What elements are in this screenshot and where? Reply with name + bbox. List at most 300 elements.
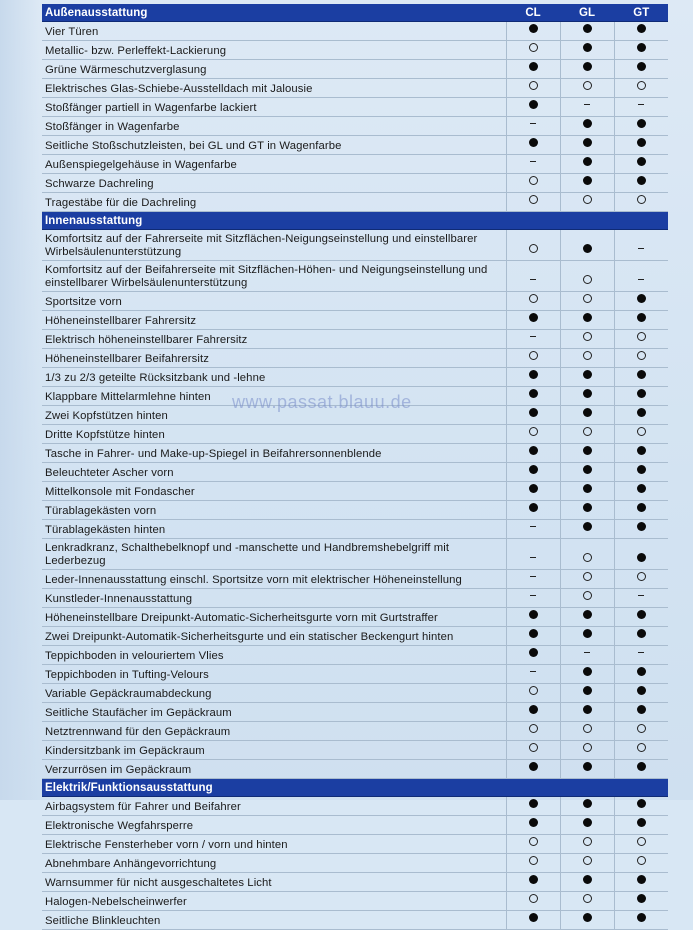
feature-label: Elektrische Fensterheber vorn / vorn und hinten [42, 835, 506, 854]
standard-filled-dot-icon [529, 648, 538, 657]
standard-filled-dot-icon [637, 294, 646, 303]
optional-open-circle-icon [529, 81, 538, 90]
table-row [42, 60, 668, 79]
standard-filled-dot-icon [529, 100, 538, 109]
table-row [42, 892, 668, 911]
standard-filled-dot-icon [637, 465, 646, 474]
table-row [42, 444, 668, 463]
availability-cell-gl [560, 501, 614, 520]
feature-label: Vier Türen [42, 22, 506, 41]
availability-cell-gt [614, 230, 668, 261]
feature-label: Außenspiegelgehäuse in Wagenfarbe [42, 155, 506, 174]
availability-cell-cl [506, 627, 560, 646]
not-available-dash-icon [530, 576, 536, 577]
availability-cell-gt [614, 589, 668, 608]
feature-label: Airbagsystem für Fahrer und Beifahrer [42, 797, 506, 816]
availability-cell-gl [560, 760, 614, 779]
not-available-dash-icon [638, 248, 644, 249]
table-row [42, 835, 668, 854]
standard-filled-dot-icon [637, 43, 646, 52]
availability-cell-gl [560, 60, 614, 79]
availability-cell-gt [614, 136, 668, 155]
availability-cell-gt [614, 368, 668, 387]
section-title: Außenausstattung [42, 4, 506, 22]
feature-label: Leder-Innenausstattung einschl. Sportsitze vorn mit elektrischer Höheneinstellung [42, 570, 506, 589]
feature-label: Kindersitzbank im Gepäckraum [42, 741, 506, 760]
availability-cell-gt [614, 501, 668, 520]
feature-label: Stoßfänger in Wagenfarbe [42, 117, 506, 136]
availability-cell-cl [506, 892, 560, 911]
feature-label: Seitliche Staufächer im Gepäckraum [42, 703, 506, 722]
availability-cell-gl [560, 892, 614, 911]
standard-filled-dot-icon [637, 119, 646, 128]
standard-filled-dot-icon [583, 119, 592, 128]
availability-cell-gt [614, 854, 668, 873]
availability-cell-gl [560, 117, 614, 136]
optional-open-circle-icon [529, 856, 538, 865]
availability-cell-gl [560, 570, 614, 589]
standard-filled-dot-icon [583, 686, 592, 695]
feature-label: Elektronische Wegfahrsperre [42, 816, 506, 835]
availability-cell-cl [506, 60, 560, 79]
standard-filled-dot-icon [637, 522, 646, 531]
table-row [42, 387, 668, 406]
availability-cell-gt [614, 349, 668, 368]
standard-filled-dot-icon [583, 408, 592, 417]
optional-open-circle-icon [529, 244, 538, 253]
optional-open-circle-icon [529, 837, 538, 846]
optional-open-circle-icon [637, 427, 646, 436]
standard-filled-dot-icon [583, 503, 592, 512]
availability-cell-cl [506, 292, 560, 311]
standard-filled-dot-icon [583, 24, 592, 33]
table-row [42, 816, 668, 835]
availability-cell-cl [506, 797, 560, 816]
optional-open-circle-icon [637, 351, 646, 360]
feature-label: Höheneinstellbare Dreipunkt-Automatic-Sicherheitsgurte vorn mit Gurtstraffer [42, 608, 506, 627]
equipment-table-body [42, 4, 668, 930]
standard-filled-dot-icon [637, 762, 646, 771]
availability-cell-gl [560, 387, 614, 406]
availability-cell-gl [560, 684, 614, 703]
availability-cell-cl [506, 41, 560, 60]
table-row [42, 261, 668, 292]
optional-open-circle-icon [583, 81, 592, 90]
feature-label: Komfortsitz auf der Beifahrerseite mit Sitzflächen-Höhen- und Neigungseinstellung und einstellbarer Wirbelsäulenunterstützung [42, 261, 506, 292]
availability-cell-cl [506, 98, 560, 117]
optional-open-circle-icon [583, 332, 592, 341]
availability-cell-cl [506, 760, 560, 779]
optional-open-circle-icon [529, 724, 538, 733]
availability-cell-cl [506, 911, 560, 930]
not-available-dash-icon [530, 557, 536, 558]
availability-cell-cl [506, 873, 560, 892]
column-header-blank [614, 779, 668, 797]
availability-cell-gl [560, 703, 614, 722]
standard-filled-dot-icon [529, 408, 538, 417]
not-available-dash-icon [638, 279, 644, 280]
table-row [42, 520, 668, 539]
standard-filled-dot-icon [529, 610, 538, 619]
feature-label: Grüne Wärmeschutzverglasung [42, 60, 506, 79]
feature-label: Mittelkonsole mit Fondascher [42, 482, 506, 501]
availability-cell-cl [506, 589, 560, 608]
optional-open-circle-icon [583, 591, 592, 600]
optional-open-circle-icon [583, 743, 592, 752]
availability-cell-cl [506, 349, 560, 368]
optional-open-circle-icon [529, 427, 538, 436]
availability-cell-gt [614, 539, 668, 570]
standard-filled-dot-icon [583, 610, 592, 619]
optional-open-circle-icon [637, 724, 646, 733]
standard-filled-dot-icon [583, 875, 592, 884]
standard-filled-dot-icon [637, 503, 646, 512]
availability-cell-cl [506, 816, 560, 835]
table-row [42, 79, 668, 98]
availability-cell-gt [614, 646, 668, 665]
table-row [42, 608, 668, 627]
availability-cell-cl [506, 444, 560, 463]
table-row [42, 854, 668, 873]
availability-cell-cl [506, 193, 560, 212]
feature-label: Kunstleder-Innenausstattung [42, 589, 506, 608]
table-row [42, 741, 668, 760]
availability-cell-cl [506, 684, 560, 703]
standard-filled-dot-icon [529, 818, 538, 827]
column-header-blank [560, 779, 614, 797]
standard-filled-dot-icon [529, 62, 538, 71]
availability-cell-gt [614, 482, 668, 501]
availability-cell-gt [614, 703, 668, 722]
standard-filled-dot-icon [637, 610, 646, 619]
optional-open-circle-icon [583, 294, 592, 303]
availability-cell-gl [560, 627, 614, 646]
availability-cell-cl [506, 136, 560, 155]
not-available-dash-icon [638, 104, 644, 105]
availability-cell-cl [506, 261, 560, 292]
optional-open-circle-icon [529, 294, 538, 303]
standard-filled-dot-icon [637, 667, 646, 676]
availability-cell-gt [614, 665, 668, 684]
equipment-table [42, 4, 668, 930]
standard-filled-dot-icon [529, 313, 538, 322]
availability-cell-gt [614, 98, 668, 117]
availability-cell-cl [506, 501, 560, 520]
standard-filled-dot-icon [637, 553, 646, 562]
availability-cell-gt [614, 406, 668, 425]
not-available-dash-icon [584, 652, 590, 653]
availability-cell-gt [614, 911, 668, 930]
availability-cell-gt [614, 873, 668, 892]
standard-filled-dot-icon [583, 176, 592, 185]
optional-open-circle-icon [637, 856, 646, 865]
standard-filled-dot-icon [583, 705, 592, 714]
not-available-dash-icon [530, 123, 536, 124]
section-header [42, 4, 668, 22]
standard-filled-dot-icon [529, 370, 538, 379]
standard-filled-dot-icon [637, 408, 646, 417]
standard-filled-dot-icon [529, 138, 538, 147]
table-row [42, 760, 668, 779]
optional-open-circle-icon [529, 351, 538, 360]
not-available-dash-icon [530, 671, 536, 672]
optional-open-circle-icon [637, 572, 646, 581]
feature-label: Sportsitze vorn [42, 292, 506, 311]
feature-label: Abnehmbare Anhängevorrichtung [42, 854, 506, 873]
feature-label: Stoßfänger partiell in Wagenfarbe lackiert [42, 98, 506, 117]
availability-cell-gt [614, 797, 668, 816]
availability-cell-gt [614, 741, 668, 760]
availability-cell-gl [560, 425, 614, 444]
availability-cell-gt [614, 425, 668, 444]
availability-cell-gt [614, 722, 668, 741]
availability-cell-gt [614, 463, 668, 482]
table-row [42, 311, 668, 330]
standard-filled-dot-icon [583, 138, 592, 147]
standard-filled-dot-icon [529, 762, 538, 771]
standard-filled-dot-icon [637, 705, 646, 714]
availability-cell-gt [614, 311, 668, 330]
availability-cell-gl [560, 330, 614, 349]
availability-cell-cl [506, 387, 560, 406]
feature-label: Schwarze Dachreling [42, 174, 506, 193]
standard-filled-dot-icon [637, 913, 646, 922]
feature-label: Komfortsitz auf der Fahrerseite mit Sitzflächen-Neigungseinstellung und einstellbarer Wirbelsäulenunterstützung [42, 230, 506, 261]
feature-label: Tasche in Fahrer- und Make-up-Spiegel in Beifahrersonnenblende [42, 444, 506, 463]
feature-label: Türablagekästen vorn [42, 501, 506, 520]
availability-cell-gl [560, 444, 614, 463]
availability-cell-gl [560, 873, 614, 892]
availability-cell-gt [614, 835, 668, 854]
availability-cell-cl [506, 482, 560, 501]
feature-label: Seitliche Stoßschutzleisten, bei GL und GT in Wagenfarbe [42, 136, 506, 155]
availability-cell-gl [560, 589, 614, 608]
standard-filled-dot-icon [583, 370, 592, 379]
availability-cell-gt [614, 60, 668, 79]
availability-cell-gl [560, 174, 614, 193]
availability-cell-gl [560, 835, 614, 854]
standard-filled-dot-icon [637, 24, 646, 33]
availability-cell-gl [560, 155, 614, 174]
standard-filled-dot-icon [583, 43, 592, 52]
standard-filled-dot-icon [637, 818, 646, 827]
table-row [42, 911, 668, 930]
standard-filled-dot-icon [529, 389, 538, 398]
table-row [42, 22, 668, 41]
availability-cell-gl [560, 230, 614, 261]
standard-filled-dot-icon [529, 705, 538, 714]
feature-label: Elektrisch höheneinstellbarer Fahrersitz [42, 330, 506, 349]
table-row [42, 797, 668, 816]
table-row [42, 703, 668, 722]
table-row [42, 155, 668, 174]
section-title: Innenausstattung [42, 212, 506, 230]
feature-label: 1/3 zu 2/3 geteilte Rücksitzbank und -lehne [42, 368, 506, 387]
optional-open-circle-icon [529, 195, 538, 204]
standard-filled-dot-icon [637, 389, 646, 398]
standard-filled-dot-icon [637, 446, 646, 455]
standard-filled-dot-icon [529, 503, 538, 512]
standard-filled-dot-icon [529, 875, 538, 884]
not-available-dash-icon [638, 652, 644, 653]
availability-cell-gl [560, 311, 614, 330]
standard-filled-dot-icon [637, 176, 646, 185]
table-row [42, 539, 668, 570]
standard-filled-dot-icon [637, 799, 646, 808]
availability-cell-cl [506, 539, 560, 570]
feature-label: Verzurrösen im Gepäckraum [42, 760, 506, 779]
optional-open-circle-icon [529, 743, 538, 752]
standard-filled-dot-icon [583, 522, 592, 531]
not-available-dash-icon [638, 595, 644, 596]
availability-cell-gl [560, 722, 614, 741]
column-header-blank [506, 779, 560, 797]
column-header-gl: GL [560, 4, 614, 22]
column-header-cl: CL [506, 4, 560, 22]
availability-cell-gl [560, 854, 614, 873]
optional-open-circle-icon [637, 837, 646, 846]
section-header [42, 212, 668, 230]
not-available-dash-icon [530, 526, 536, 527]
table-row [42, 330, 668, 349]
optional-open-circle-icon [583, 275, 592, 284]
standard-filled-dot-icon [583, 667, 592, 676]
availability-cell-gl [560, 482, 614, 501]
feature-label: Halogen-Nebelscheinwerfer [42, 892, 506, 911]
column-header-gt: GT [614, 4, 668, 22]
optional-open-circle-icon [637, 332, 646, 341]
availability-cell-gl [560, 349, 614, 368]
feature-label: Höheneinstellbarer Beifahrersitz [42, 349, 506, 368]
standard-filled-dot-icon [583, 157, 592, 166]
availability-cell-gt [614, 22, 668, 41]
availability-cell-gt [614, 193, 668, 212]
optional-open-circle-icon [637, 195, 646, 204]
optional-open-circle-icon [529, 894, 538, 903]
availability-cell-gt [614, 261, 668, 292]
availability-cell-cl [506, 425, 560, 444]
availability-cell-cl [506, 665, 560, 684]
availability-cell-cl [506, 722, 560, 741]
availability-cell-cl [506, 230, 560, 261]
availability-cell-gl [560, 292, 614, 311]
standard-filled-dot-icon [529, 484, 538, 493]
availability-cell-gl [560, 193, 614, 212]
standard-filled-dot-icon [637, 138, 646, 147]
availability-cell-cl [506, 646, 560, 665]
standard-filled-dot-icon [529, 799, 538, 808]
standard-filled-dot-icon [583, 244, 592, 253]
standard-filled-dot-icon [637, 894, 646, 903]
table-row [42, 98, 668, 117]
availability-cell-gt [614, 444, 668, 463]
table-row [42, 646, 668, 665]
availability-cell-cl [506, 79, 560, 98]
standard-filled-dot-icon [583, 762, 592, 771]
availability-cell-gt [614, 330, 668, 349]
availability-cell-gt [614, 892, 668, 911]
feature-label: Teppichboden in Tufting-Velours [42, 665, 506, 684]
availability-cell-gl [560, 797, 614, 816]
column-header-blank [506, 212, 560, 230]
optional-open-circle-icon [529, 43, 538, 52]
table-row [42, 193, 668, 212]
feature-label: Türablagekästen hinten [42, 520, 506, 539]
availability-cell-cl [506, 703, 560, 722]
availability-cell-gl [560, 646, 614, 665]
page-edge-shade [0, 0, 40, 800]
table-row [42, 873, 668, 892]
feature-label: Teppichboden in velouriertem Vlies [42, 646, 506, 665]
availability-cell-gl [560, 261, 614, 292]
standard-filled-dot-icon [529, 465, 538, 474]
availability-cell-gl [560, 911, 614, 930]
feature-label: Seitliche Blinkleuchten [42, 911, 506, 930]
table-row [42, 174, 668, 193]
standard-filled-dot-icon [637, 370, 646, 379]
availability-cell-gl [560, 98, 614, 117]
availability-cell-cl [506, 854, 560, 873]
standard-filled-dot-icon [637, 484, 646, 493]
availability-cell-gl [560, 463, 614, 482]
table-row [42, 665, 668, 684]
feature-label: Höheneinstellbarer Fahrersitz [42, 311, 506, 330]
availability-cell-gl [560, 608, 614, 627]
availability-cell-cl [506, 174, 560, 193]
standard-filled-dot-icon [637, 686, 646, 695]
availability-cell-gl [560, 79, 614, 98]
table-row [42, 722, 668, 741]
feature-label: Elektrisches Glas-Schiebe-Ausstelldach mit Jalousie [42, 79, 506, 98]
availability-cell-gl [560, 741, 614, 760]
optional-open-circle-icon [583, 553, 592, 562]
availability-cell-gl [560, 368, 614, 387]
optional-open-circle-icon [583, 351, 592, 360]
optional-open-circle-icon [637, 81, 646, 90]
availability-cell-gt [614, 292, 668, 311]
feature-label: Zwei Kopfstützen hinten [42, 406, 506, 425]
standard-filled-dot-icon [529, 629, 538, 638]
feature-label: Zwei Dreipunkt-Automatik-Sicherheitsgurte und ein statischer Beckengurt hinten [42, 627, 506, 646]
table-row [42, 684, 668, 703]
table-row [42, 589, 668, 608]
table-row [42, 230, 668, 261]
availability-cell-cl [506, 155, 560, 174]
not-available-dash-icon [530, 279, 536, 280]
feature-label: Dritte Kopfstütze hinten [42, 425, 506, 444]
standard-filled-dot-icon [583, 465, 592, 474]
table-row [42, 425, 668, 444]
standard-filled-dot-icon [637, 62, 646, 71]
optional-open-circle-icon [583, 427, 592, 436]
table-row [42, 136, 668, 155]
availability-cell-gl [560, 41, 614, 60]
table-row [42, 292, 668, 311]
feature-label: Tragestäbe für die Dachreling [42, 193, 506, 212]
standard-filled-dot-icon [583, 818, 592, 827]
section-header [42, 779, 668, 797]
availability-cell-gt [614, 174, 668, 193]
table-row [42, 368, 668, 387]
standard-filled-dot-icon [637, 157, 646, 166]
availability-cell-gl [560, 539, 614, 570]
watermark: www.passat.blauu.de [232, 392, 412, 412]
availability-cell-gt [614, 816, 668, 835]
availability-cell-cl [506, 406, 560, 425]
standard-filled-dot-icon [583, 913, 592, 922]
standard-filled-dot-icon [637, 875, 646, 884]
standard-filled-dot-icon [583, 629, 592, 638]
